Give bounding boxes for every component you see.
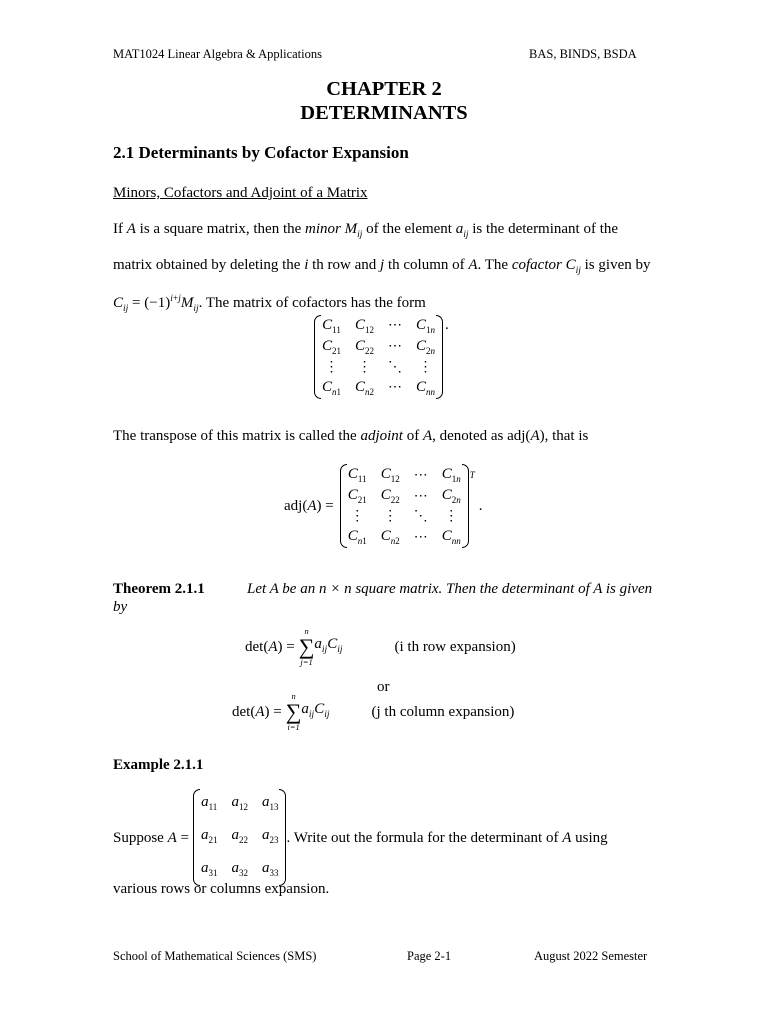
chapter-title: DETERMINANTS (300, 102, 468, 124)
adjmat-cell: ⋯ (413, 467, 428, 483)
page-number: Page 2-1 (407, 949, 452, 963)
theorem-statement-cont: by (113, 599, 128, 615)
adjmat-cell: $C_{1n}$ (441, 466, 461, 484)
running-header-left: MAT1024 Linear Algebra & Applications (113, 47, 322, 61)
adjmat-cell: ⋯ (413, 529, 428, 545)
column-expansion-formula: det(A) = n ∑ i=1 $a_{ij}C_{ij}$ (j th column expansion) (232, 691, 515, 732)
cofmat-cell: $C_{1n}$ (416, 316, 436, 335)
chapter-number: CHAPTER 2 (326, 78, 442, 100)
exmat-cell: $a_{12}$ (231, 794, 248, 812)
exmat-cell: $a_{31}$ (200, 860, 218, 878)
example-label: Example 2.1.1 (113, 757, 204, 773)
adjmat-cell: ⋮ (350, 509, 365, 524)
cofmat-cell: ⋯ (388, 339, 403, 355)
cofmat-cell: ⋮ (324, 359, 339, 375)
theorem-statement: Let A be an n × n square matrix. Then the determinant of A is given (247, 581, 653, 597)
definition-paragraph: If A is a square matrix, then the minor $M_{ij}$ of the element $a_{ij}$ is the determinant of the matrix obtained by deleting the i th row and j th column of A. The cofactor $C_{ij}$ is given by $C_{ij} = (-1)^{i+j}M_{ij}$. The matrix of cofactors has the form (113, 218, 658, 320)
adjmat-cell: ⋮ (383, 509, 398, 524)
exmat-cell: $a_{22}$ (231, 827, 248, 845)
cofmat-cell: $C_{2n}$ (416, 337, 436, 356)
cofmat-cell: $C_{nn}$ (416, 378, 436, 397)
cofmat-cell: ⋱ (388, 359, 403, 375)
adjmat-cell: $C_{11}$ (347, 466, 367, 484)
exmat-cell: $a_{21}$ (200, 827, 218, 845)
theorem-label: Theorem 2.1.1 (113, 581, 205, 597)
adjmat-cell: ⋯ (413, 488, 428, 504)
exmat-cell: $a_{32}$ (231, 860, 248, 878)
example-statement-cont: various rows or columns expansion. (113, 881, 330, 897)
adjmat-cell: $C_{2n}$ (441, 487, 461, 505)
or-text: or (377, 679, 390, 695)
exmat-cell: $a_{11}$ (201, 794, 218, 812)
cofmat-cell: $C_{n1}$ (322, 378, 342, 397)
adjmat-cell: $C_{nn}$ (441, 528, 461, 546)
cofmat-cell: ⋯ (388, 380, 403, 396)
example-statement: Suppose A = $a_{11}$ $a_{12}$ $a_{13}$ $a_{21}$ $a_{22}$ $a_{23}$ $a_{31}$ $a_{32}$ $a_{33}$ . Write out the formula for the determinant of A using (113, 789, 608, 886)
cofmat-cell: $C_{22}$ (355, 337, 375, 356)
cofactor-formula: $C_{ij} = (-1)^{i+j}M_{ij}$. The matrix of cofactors has the form (113, 294, 426, 314)
exmat-cell: $a_{23}$ (261, 827, 279, 845)
adjmat-cell: $C_{21}$ (347, 487, 367, 505)
cofmat-cell: $C_{11}$ (322, 316, 341, 335)
adjoint-formula: adj(A) = $C_{11}$ $C_{12}$ ⋯ $C_{1n}$ $C_{21}$ $C_{22}$ ⋯ $C_{2n}$ ⋮ ⋮ ⋱ ⋮ $C_{n1}$ $C_{n2}$ ⋯ $C_{nn}$ T . (284, 466, 483, 546)
cofmat-cell: $C_{n2}$ (355, 378, 375, 397)
exmat-cell: $a_{33}$ (261, 860, 279, 878)
section-heading: 2.1 Determinants by Cofactor Expansion (113, 143, 409, 162)
cofmat-cell: ⋯ (388, 318, 403, 334)
footer-right: August 2022 Semester (534, 949, 648, 963)
cofmat-cell: ⋮ (357, 359, 372, 375)
cofmat-cell: $C_{12}$ (355, 316, 375, 335)
adjmat-cell: ⋮ (444, 509, 459, 524)
footer-left: School of Mathematical Sciences (SMS) (113, 949, 317, 963)
adjmat-cell: $C_{n2}$ (380, 528, 400, 546)
adjmat-cell: $C_{22}$ (380, 487, 400, 505)
cofmat-cell: ⋮ (418, 359, 433, 375)
exmat-cell: $a_{13}$ (261, 794, 279, 812)
adjoint-paragraph: The transpose of this matrix is called the adjoint of A, denoted as adj(A), that is (113, 428, 589, 444)
adjmat-cell: ⋱ (413, 509, 428, 524)
subsection-heading: Minors, Cofactors and Adjoint of a Matrix (113, 185, 368, 201)
row-expansion-formula: det(A) = n ∑ j=1 $a_{ij}C_{ij}$ (i th row expansion) (245, 626, 516, 667)
cofmat-cell: $C_{21}$ (322, 337, 342, 356)
cofactor-matrix: $C_{11}$ $C_{12}$ ⋯ $C_{1n}$ $C_{21}$ $C_{22}$ ⋯ $C_{2n}$ ⋮ ⋮ ⋱ ⋮ $C_{n1}$ $C_{n2}$ ⋯ $C_{nn}$ . (314, 314, 449, 399)
adjmat-cell: $C_{n1}$ (347, 528, 367, 546)
running-header-right: BAS, BINDS, BSDA (529, 47, 637, 61)
adjmat-cell: $C_{12}$ (380, 466, 400, 484)
